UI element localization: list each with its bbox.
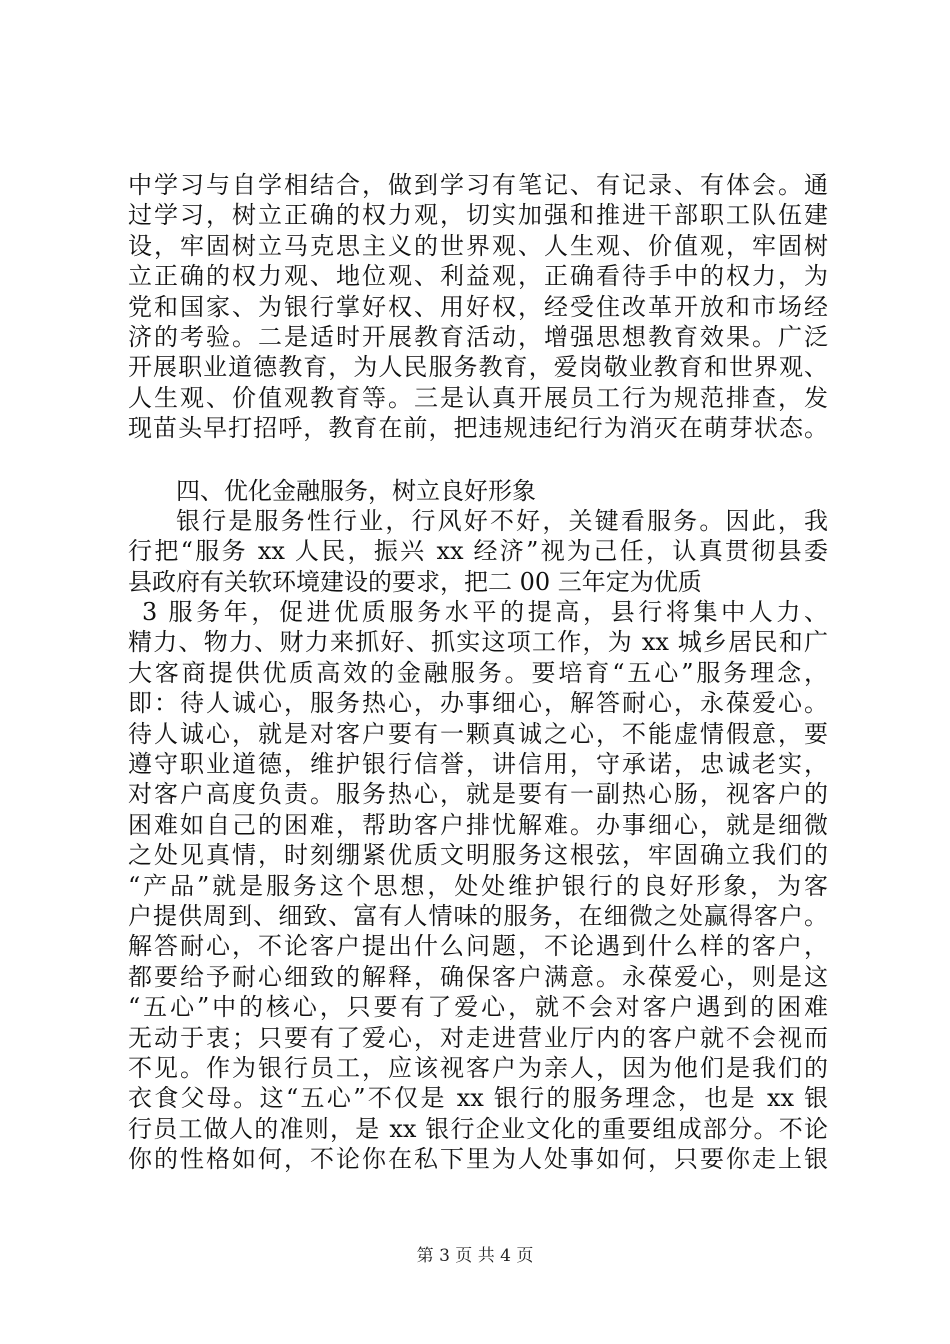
section-heading: 四、优化金融服务，树立良好形象 bbox=[176, 476, 536, 505]
text-line: 无动于衷；只要有了爱心，对走进营业厅内的客户就不会视而 bbox=[128, 1023, 828, 1052]
text-line: 中学习与自学相结合，做到学习有笔记、有记录、有体会。通 bbox=[128, 171, 828, 199]
paragraph-2 bbox=[128, 506, 828, 597]
paragraph-spacer bbox=[128, 444, 828, 476]
text-line: 待人诚心，就是对客户要有一颗真诚之心，不能虚情假意，要 bbox=[128, 719, 828, 748]
text-line: 开展职业道德教育，为人民服务教育，爱岗敬业教育和世界观、 bbox=[128, 353, 828, 382]
text-line: 设，牢固树立马克思主义的世界观、人生观、价值观，牢固树 bbox=[128, 231, 828, 260]
text-line: 银行是服务性行业，行风好不好，关键看服务。因此，我 bbox=[176, 506, 828, 535]
text-line: 遵守职业道德，维护银行信誉，讲信用，守承诺，忠诚老实， bbox=[128, 750, 828, 779]
text-line: “五心”中的核心，只要有了爱心，就不会对客户遇到的困难 bbox=[128, 993, 828, 1022]
paragraph-1 bbox=[128, 170, 828, 444]
text-line: 行把“服务 xx 人民，振兴 xx 经济”视为己任，认真贯彻县委 bbox=[128, 537, 828, 566]
text-line: 党和国家、为银行掌好权、用好权，经受住改革开放和市场经 bbox=[128, 292, 828, 321]
text-line: 立正确的权力观、地位观、利益观，正确看待手中的权力，为 bbox=[128, 262, 828, 291]
text-line: 户提供周到、细致、富有人情味的服务，在细微之处赢得客户。 bbox=[128, 901, 828, 930]
paragraph-3 bbox=[128, 597, 828, 1174]
document-body bbox=[128, 170, 828, 1175]
text-line: 都要给予耐心细致的解释，确保客户满意。永葆爱心，则是这 bbox=[128, 962, 828, 991]
text-line: 解答耐心，不论客户提出什么问题，不论遇到什么样的客户， bbox=[128, 932, 828, 961]
page-footer: 第 3 页 共 4 页 bbox=[416, 1246, 534, 1266]
text-line: “产品”就是服务这个思想，处处维护银行的良好形象，为客 bbox=[128, 871, 828, 900]
text-line: 3 服务年，促进优质服务水平的提高，县行将集中人力、 bbox=[142, 598, 828, 627]
text-line: 行员工做人的准则，是 xx 银行企业文化的重要组成部分。不论 bbox=[128, 1114, 828, 1143]
text-line: 现苗头早打招呼，教育在前，把违规违纪行为消灭在萌芽状态。 bbox=[128, 414, 828, 443]
text-line: 即：待人诚心，服务热心，办事细心，解答耐心，永葆爱心。 bbox=[128, 689, 828, 718]
text-line: 人生观、价值观教育等。三是认真开展员工行为规范排查，发 bbox=[128, 383, 828, 412]
text-line: 不见。作为银行员工，应该视客户为亲人，因为他们是我们的 bbox=[128, 1053, 828, 1082]
text-line: 过学习，树立正确的权力观，切实加强和推进干部职工队伍建 bbox=[128, 201, 828, 230]
text-line: 大客商提供优质高效的金融服务。要培育“五心”服务理念， bbox=[128, 658, 828, 687]
text-line: 困难如自己的困难，帮助客户排忧解难。办事细心，就是细微 bbox=[128, 810, 828, 839]
text-line: 你的性格如何，不论你在私下里为人处事如何，只要你走上银 bbox=[128, 1145, 828, 1174]
text-line: 精力、物力、财力来抓好、抓实这项工作，为 xx 城乡居民和广 bbox=[128, 628, 828, 657]
text-line: 县政府有关软环境建设的要求，把二 00 三年定为优质 bbox=[128, 567, 702, 596]
text-line: 衣食父母。这“五心”不仅是 xx 银行的服务理念，也是 xx 银 bbox=[128, 1084, 828, 1113]
text-line: 之处见真情，时刻绷紧优质文明服务这根弦，牢固确立我们的 bbox=[128, 841, 828, 870]
text-line: 对客户高度负责。服务热心，就是要有一副热心肠，视客户的 bbox=[128, 780, 828, 809]
text-line: 济的考验。二是适时开展教育活动，增强思想教育效果。广泛 bbox=[128, 322, 828, 351]
